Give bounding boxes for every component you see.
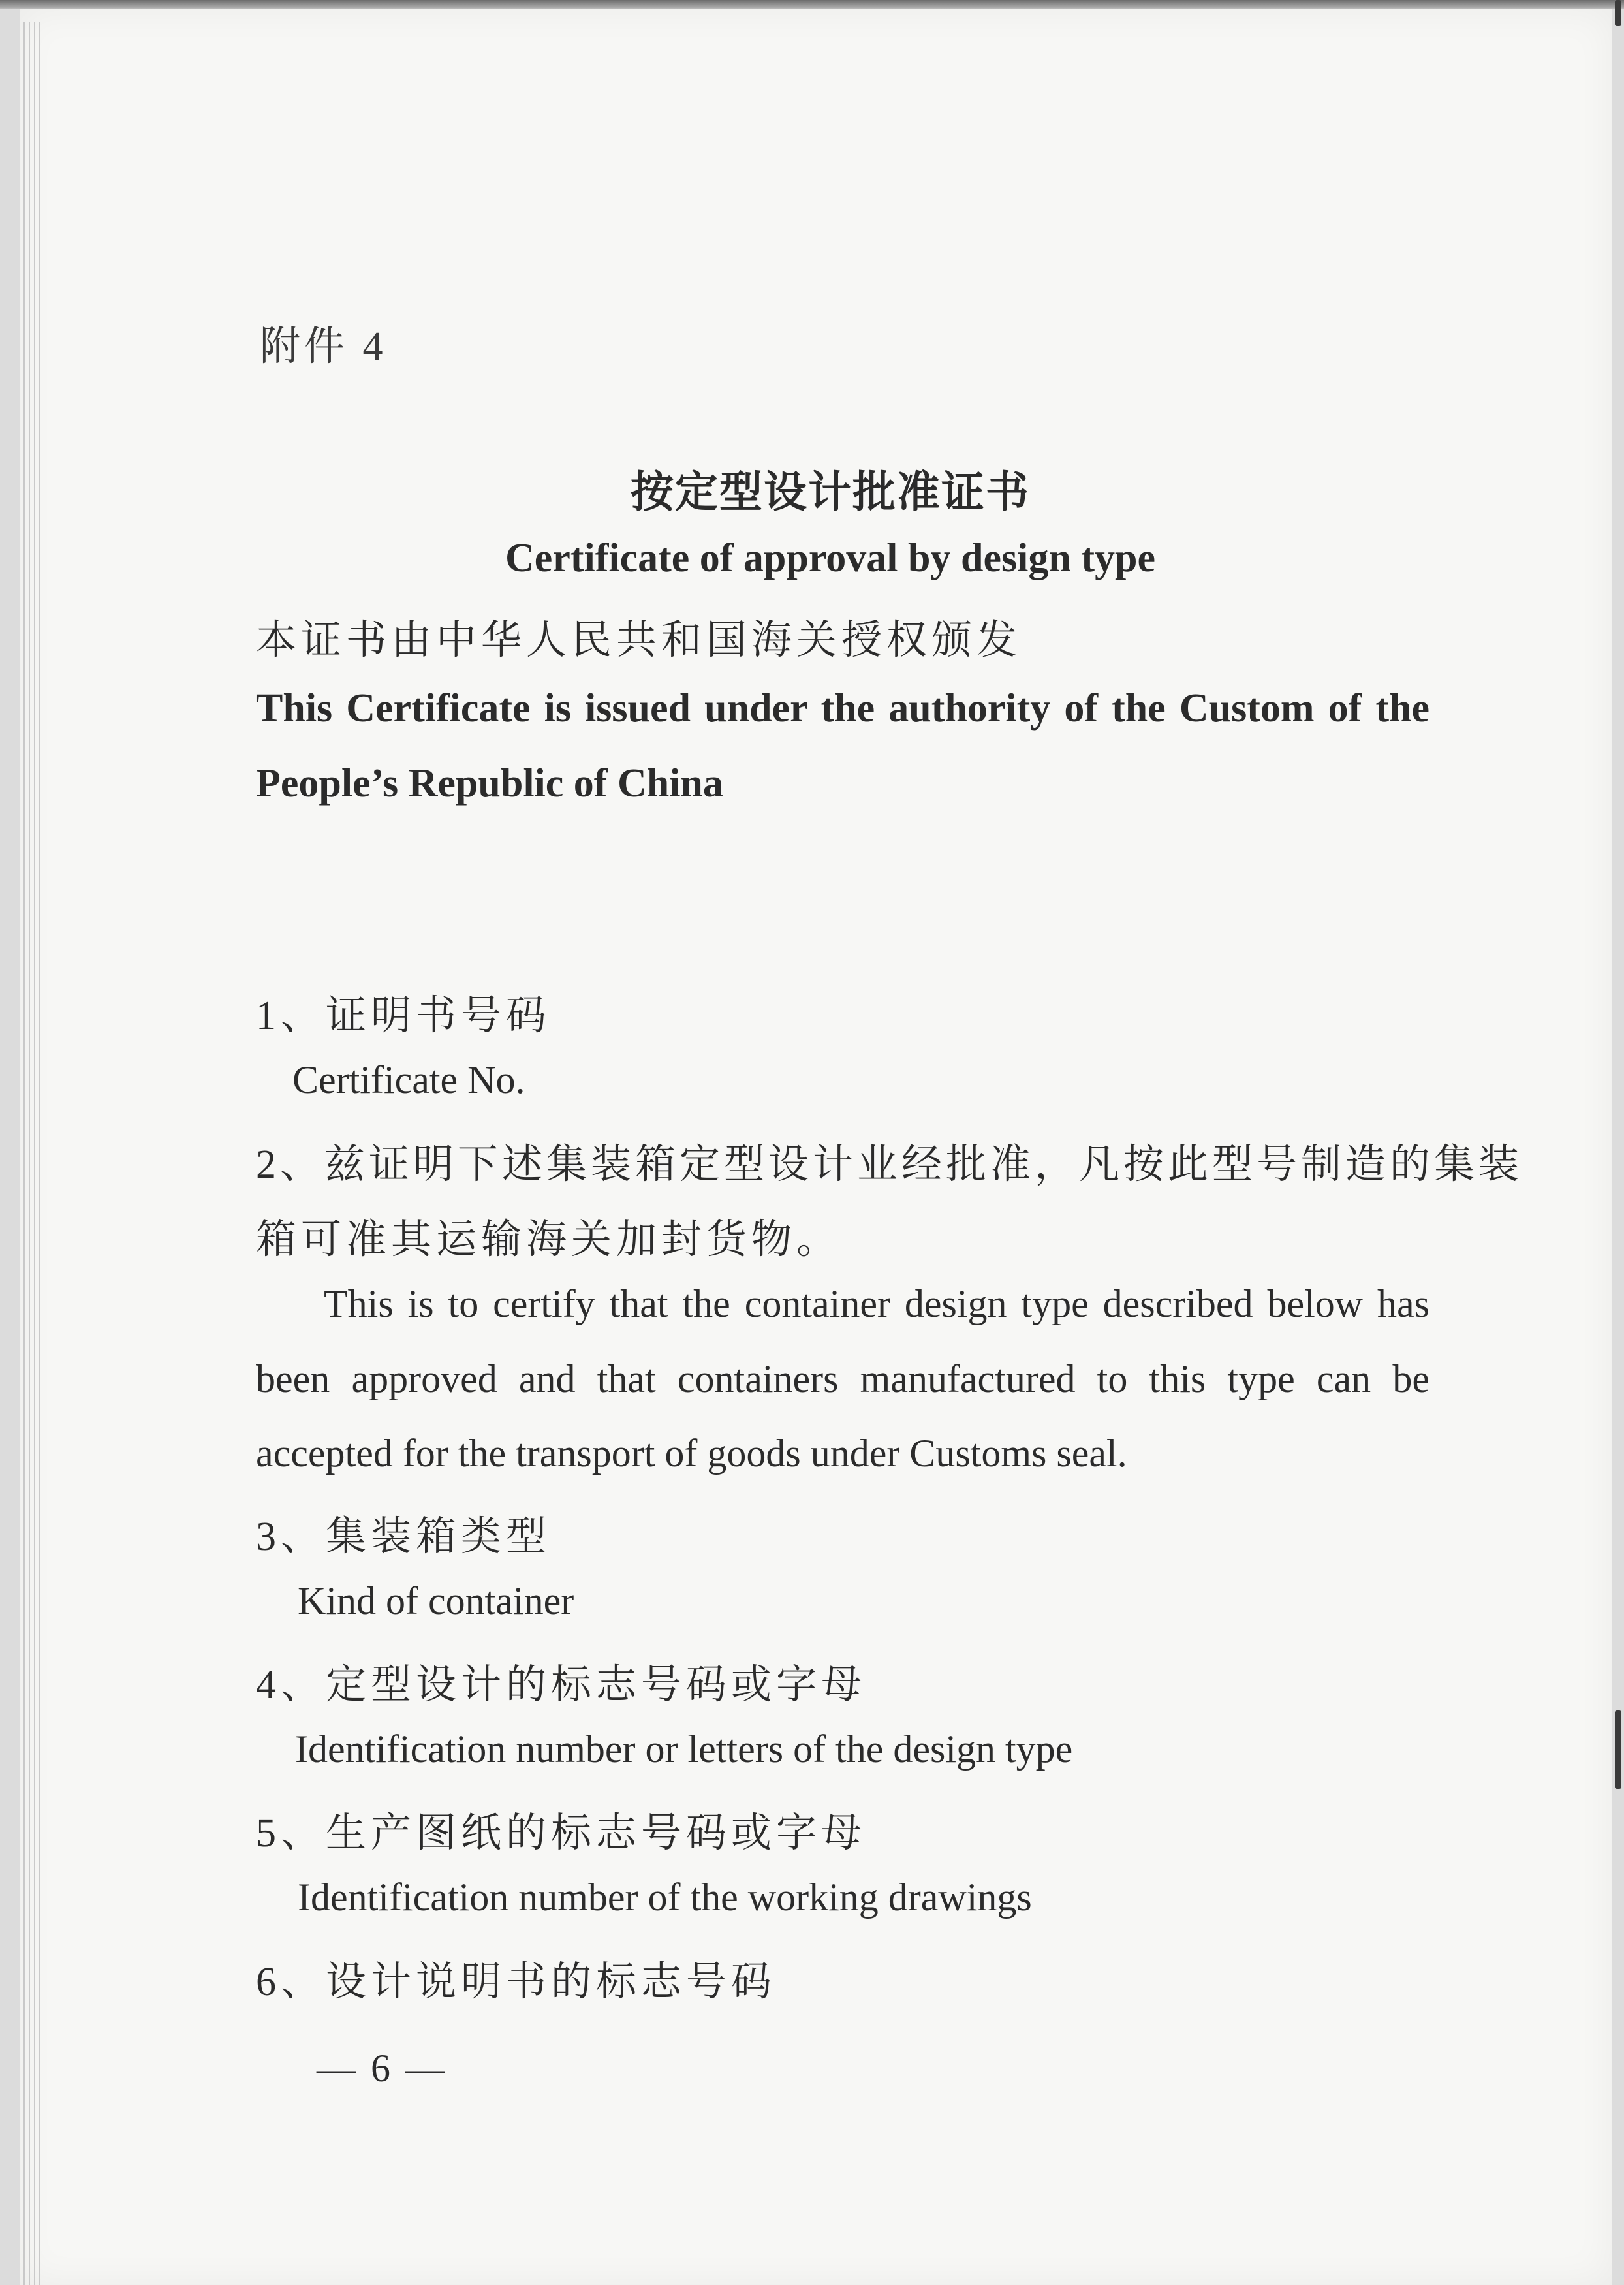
item-2-english-line1: This is to certify that the container design type described below has xyxy=(324,1282,1429,1325)
item-1-english: Certificate No. xyxy=(292,1058,525,1101)
item-2-chinese-line2: 箱可准其运输海关加封货物。 xyxy=(256,1218,842,1262)
page-stack-edge xyxy=(39,22,40,2285)
item-2-chinese-line1: 2、兹证明下述集装箱定型设计业经批准，凡按此型号制造的集装 xyxy=(256,1142,1523,1187)
issuer-english-line1: This Certificate is issued under the authority of the Custom of the xyxy=(256,686,1429,731)
page-number: — 6 — xyxy=(317,2047,447,2090)
item-4-chinese: 4、定型设计的标志号码或字母 xyxy=(256,1663,867,1707)
attachment-label: 附件 4 xyxy=(260,324,387,369)
item-5-chinese: 5、生产图纸的标志号码或字母 xyxy=(256,1811,867,1855)
item-3-chinese: 3、集装箱类型 xyxy=(256,1515,552,1559)
scan-mark xyxy=(1615,1710,1621,1789)
issuer-chinese: 本证书由中华人民共和国海关授权颁发 xyxy=(256,618,1022,663)
scan-mark xyxy=(1615,0,1621,26)
page-stack-edge xyxy=(34,22,35,2285)
item-2-english-line3: accepted for the transport of goods under Customs seal. xyxy=(256,1432,1127,1475)
title-chinese: 按定型设计批准证书 xyxy=(631,469,1030,516)
item-6-chinese: 6、设计说明书的标志号码 xyxy=(256,1960,777,2004)
scan-top-shadow xyxy=(0,0,1624,9)
item-1-chinese: 1、证明书号码 xyxy=(256,994,552,1038)
title-english: Certificate of approval by design type xyxy=(505,536,1155,580)
page-stack-edge xyxy=(23,22,25,2285)
item-3-english: Kind of container xyxy=(298,1579,574,1622)
issuer-english-line2: People’s Republic of China xyxy=(256,761,723,806)
page-stack-edge xyxy=(29,22,30,2285)
item-5-english: Identification number of the working drawings xyxy=(298,1876,1032,1919)
item-2-english-line2: been approved and that containers manufactured to this type can be xyxy=(256,1357,1429,1400)
item-4-english: Identification number or letters of the design type xyxy=(295,1727,1073,1771)
